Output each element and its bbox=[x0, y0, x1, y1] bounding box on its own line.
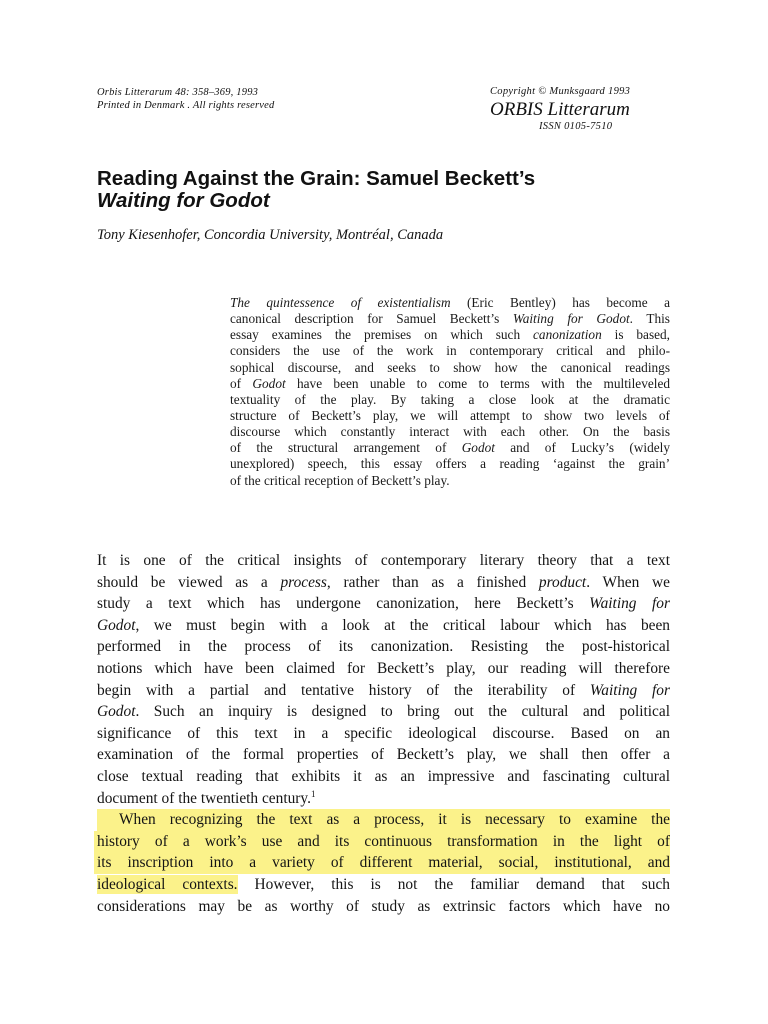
journal-citation: Orbis Litterarum 48: 358–369, 1993 bbox=[97, 87, 259, 98]
title-line-1: Reading Against the Grain: Samuel Beckett’s bbox=[97, 167, 536, 190]
abstract-line: canonical description for Samuel Beckett’s Waiting for Godot. This bbox=[230, 311, 670, 327]
highlighted-line: history of a work’s use and its continuous transformation in the light of bbox=[94, 831, 670, 853]
publisher-block bbox=[490, 85, 672, 133]
abstract-line: unexplored) speech, this essay offers a reading ‘against the grain’ bbox=[230, 456, 670, 472]
body-line: should be viewed as a process, rather than as a finished product. When we bbox=[97, 573, 670, 591]
body-line: Godot, we must begin with a look at the critical labour which has been bbox=[97, 616, 670, 634]
abstract bbox=[230, 295, 670, 489]
abstract-line: considers the use of the work in contemporary critical and philo- bbox=[230, 343, 670, 359]
body-line: performed in the process of its canonization. Resisting the post-historical bbox=[97, 638, 670, 656]
highlighted-phrase: ideological contexts. bbox=[97, 875, 238, 893]
article-title bbox=[97, 168, 697, 212]
journal-logo: ORBIS Litterarum bbox=[490, 99, 630, 120]
highlighted-line: its inscription into a variety of different material, social, institutional, and bbox=[94, 852, 670, 874]
abstract-line: structure of Beckett’s play, we will attempt to show two levels of bbox=[230, 407, 670, 423]
body-line: It is one of the critical insights of contemporary literary theory that a text bbox=[97, 552, 670, 569]
citation-block bbox=[97, 86, 427, 112]
body-line: examination of the formal properties of Beckett’s play, we shall then offer a bbox=[97, 746, 670, 764]
body-line: ideological contexts. However, this is not the familiar demand that such bbox=[97, 875, 670, 893]
body-line: study a text which has undergone canonization, here Beckett’s Waiting for bbox=[97, 595, 670, 613]
body-line: notions which have been claimed for Beckett’s play, our reading will therefore bbox=[97, 659, 670, 677]
abstract-line: textuality of the play. By taking a close look at the dramatic bbox=[230, 391, 670, 407]
body-line: Godot. Such an inquiry is designed to bring out the cultural and political bbox=[97, 703, 670, 721]
copyright-notice: Copyright © Munksgaard 1993 bbox=[490, 86, 631, 97]
abstract-line: The quintessence of existentialism (Eric Bentley) has become a bbox=[230, 295, 670, 310]
body-line: significance of this text in a specific ideological discourse. Based on an bbox=[97, 724, 670, 742]
abstract-line: discourse which constantly interact with each other. On the basis bbox=[230, 424, 670, 440]
body-line: close textual reading that exhibits it as an impressive and fascinating cultural bbox=[97, 767, 670, 785]
print-notice: Printed in Denmark . All rights reserved bbox=[97, 100, 275, 111]
body-line: begin with a partial and tentative history of the iterability of Waiting for bbox=[97, 681, 670, 699]
abstract-line: essay examines the premises on which such canonization is based, bbox=[230, 327, 670, 343]
body-line: considerations may be as worthy of study as extrinsic factors which have no bbox=[97, 897, 670, 915]
footnote-marker[interactable]: 1 bbox=[310, 788, 316, 799]
body-line: document of the twentieth century.$^1$ bbox=[97, 788, 316, 807]
highlighted-line: When recognizing the text as a process, it is necessary to examine the bbox=[97, 809, 670, 831]
abstract-line: of Godot have been unable to come to terms with the multileveled bbox=[230, 375, 670, 391]
abstract-line: of the critical reception of Beckett’s play. bbox=[230, 472, 450, 488]
title-line-2: Waiting for Godot bbox=[97, 189, 270, 212]
issn-number: ISSN 0105-7510 bbox=[539, 121, 613, 132]
body-text bbox=[97, 550, 670, 917]
abstract-line: of the structural arrangement of Godot and of Lucky’s (widely bbox=[230, 440, 670, 456]
author-affiliation: Tony Kiesenhofer, Concordia University, Montréal, Canada bbox=[97, 227, 444, 243]
abstract-line: sophical discourse, and seeks to show how the canonical readings bbox=[230, 359, 670, 375]
